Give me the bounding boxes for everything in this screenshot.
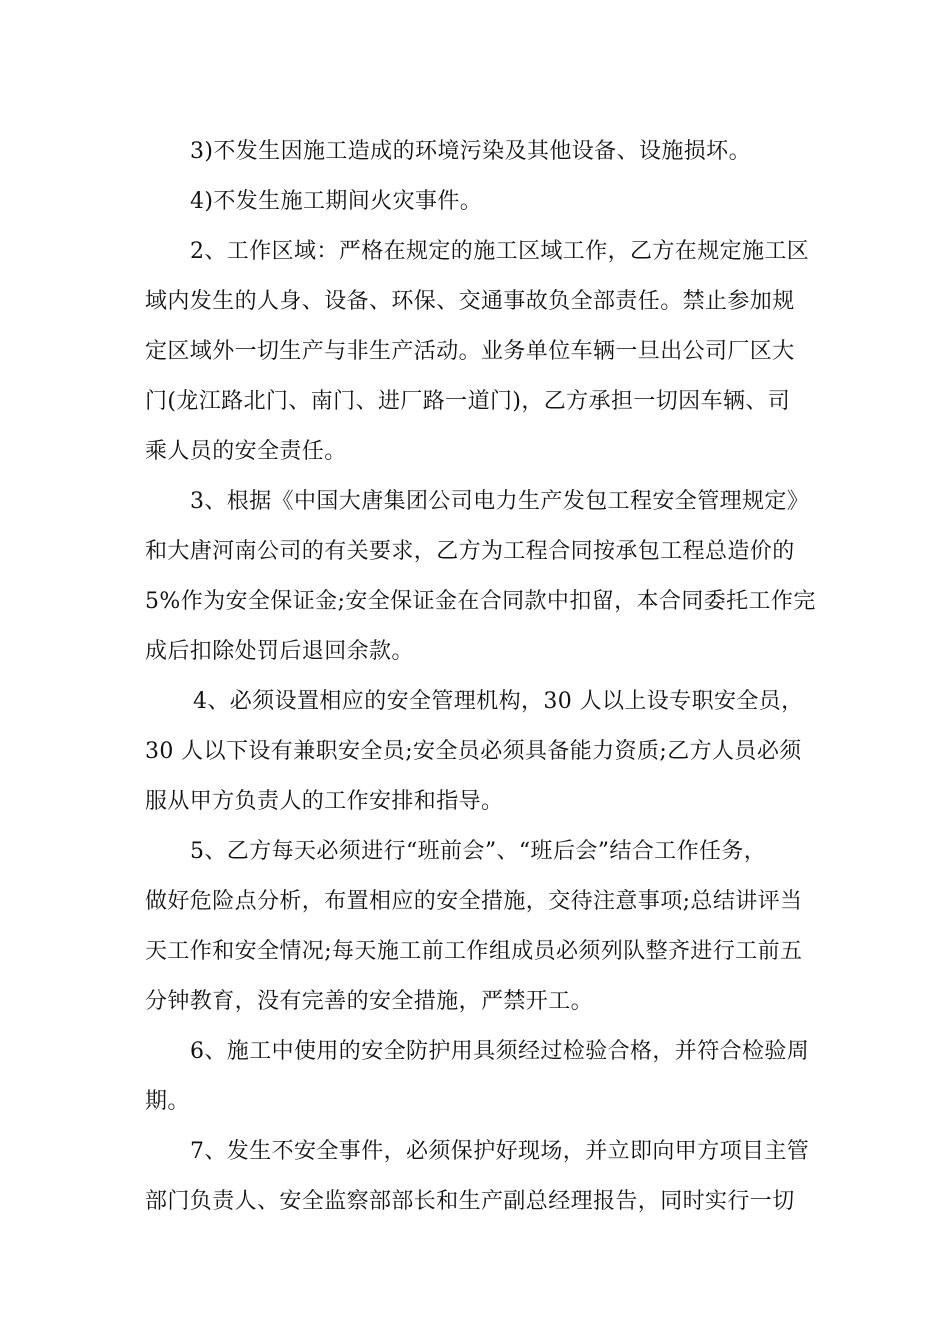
text-line: 5%作为安全保证金;安全保证金在合同款中扣留，本合同委托工作完 (145, 589, 816, 614)
text-line: 3)不发生因施工造成的环境污染及其他设备、设施损坏。 (190, 139, 751, 164)
text-line: 3、根据《中国大唐集团公司电力生产发包工程安全管理规定》 (190, 489, 810, 514)
text-line: 2、工作区域：严格在规定的施工区域工作，乙方在规定施工区 (190, 239, 810, 264)
text-line: 定区域外一切生产与非生产活动。业务单位车辆一旦出公司厂区大 (145, 339, 795, 364)
text-line: 和大唐河南公司的有关要求，乙方为工程合同按承包工程总造价的 (145, 539, 795, 564)
text-line: 门(龙江路北门、南门、进厂路一道门)，乙方承担一切因车辆、司 (145, 389, 791, 414)
text-line: 分钟教育，没有完善的安全措施，严禁开工。 (145, 989, 594, 1014)
text-line: 乘人员的安全责任。 (145, 439, 347, 464)
text-line: 6、施工中使用的安全防护用具须经过检验合格，并符合检验周 (190, 1039, 810, 1064)
text-line: 做好危险点分析，布置相应的安全措施，交待注意事项;总结讲评当 (145, 889, 803, 914)
text-line: 期。 (145, 1089, 190, 1114)
text-line: 服从甲方负责人的工作安排和指导。 (145, 789, 504, 814)
text-line: 部门负责人、安全监察部部长和生产副总经理报告，同时实行一切 (145, 1189, 795, 1214)
text-line: 30 人以下设有兼职安全员;安全员必须具备能力资质;乙方人员必须 (145, 739, 802, 764)
text-line: 成后扣除处罚后退回余款。 (145, 639, 414, 664)
text-line: 域内发生的人身、设备、环保、交通事故负全部责任。禁止参加规 (145, 289, 795, 314)
text-line: 4)不发生施工期间火灾事件。 (190, 189, 483, 214)
text-line: 4、必须设置相应的安全管理机构，30 人以上设专职安全员， (193, 689, 804, 714)
text-line: 天工作和安全情况;每天施工前工作组成员必须列队整齐进行工前五 (145, 939, 803, 964)
text-line: 5、乙方每天必须进行“班前会”、“班后会”结合工作任务， (190, 839, 767, 864)
text-line: 7、发生不安全事件，必须保护好现场，并立即向甲方项目主管 (190, 1139, 810, 1164)
